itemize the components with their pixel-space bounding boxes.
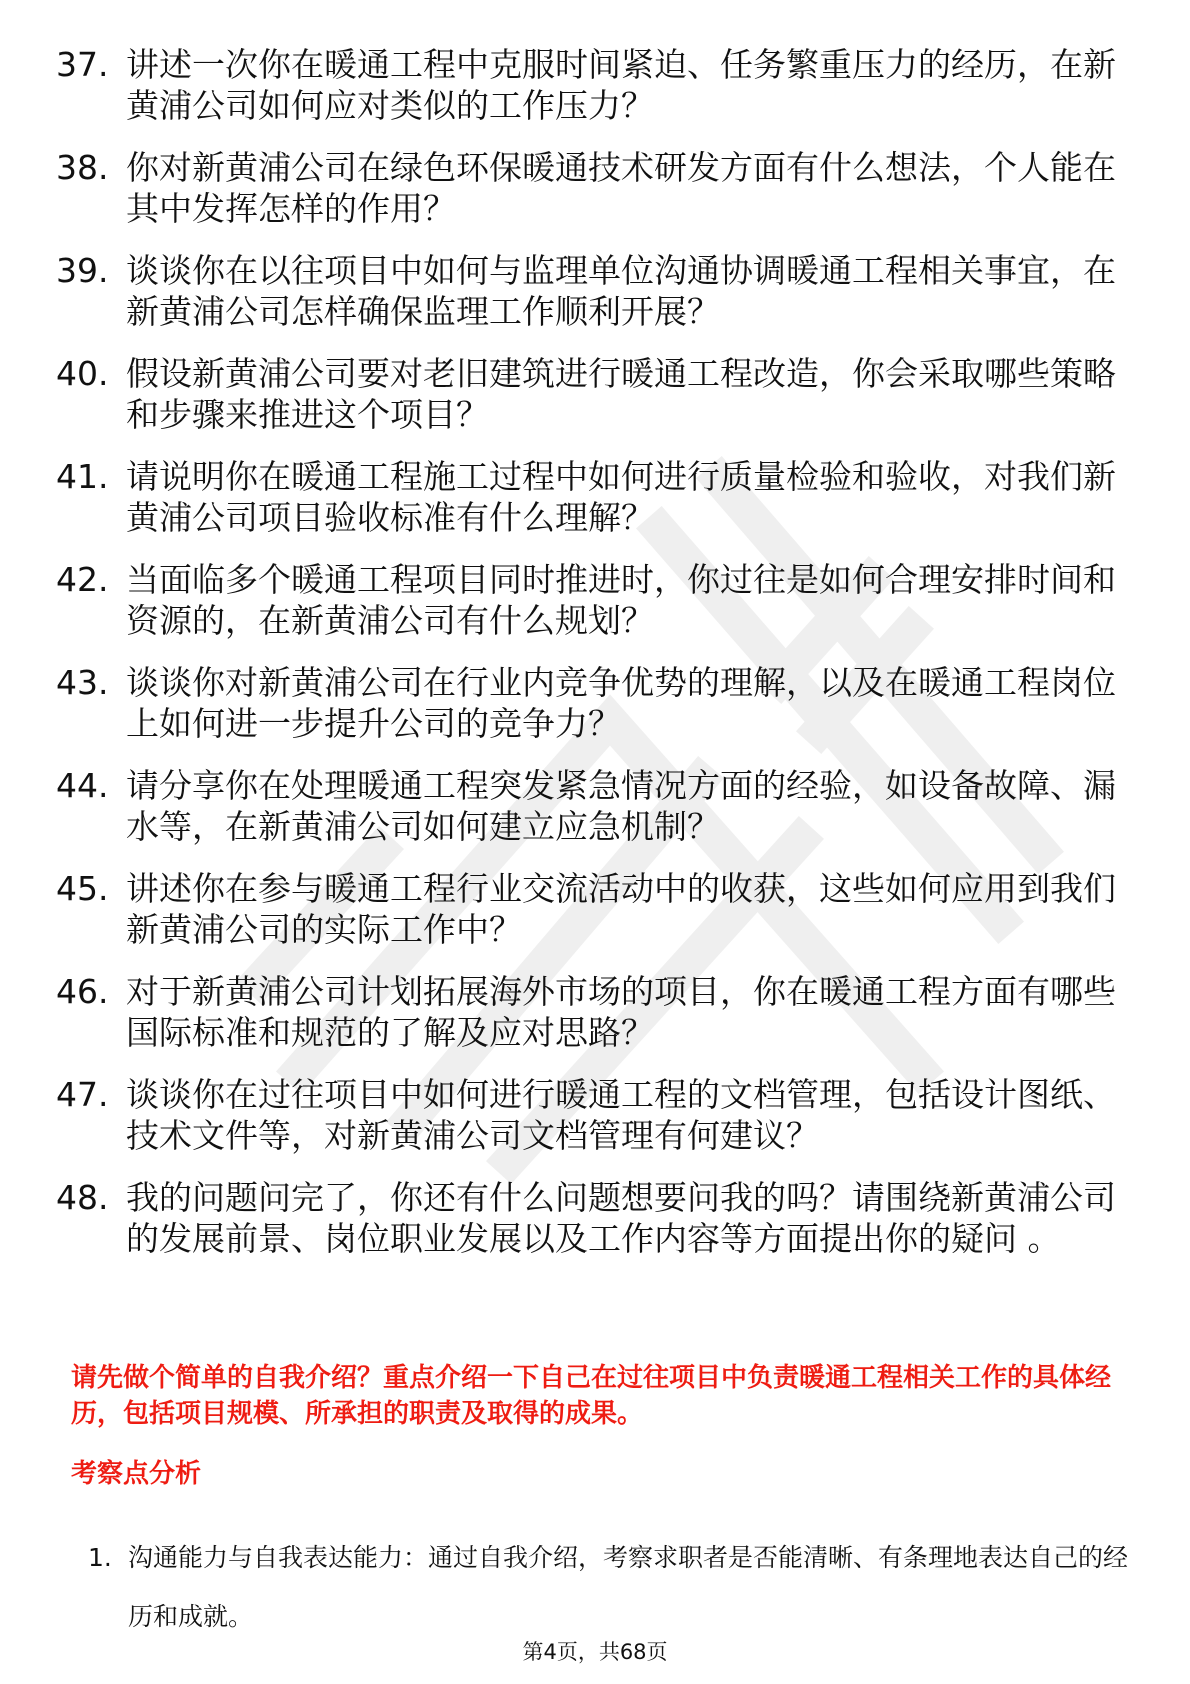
question-text: 讲述一次你在暖通工程中克服时间紧迫、任务繁重压力的经历，在新黄浦公司如何应对类似的工作压力？ [126,45,1116,125]
question-number: 37. [56,45,109,84]
analysis-item [88,1528,1133,1646]
question-item [56,353,1136,435]
question-number: 47. [56,1075,109,1114]
question-item [56,147,1136,229]
question-number: 46. [56,972,109,1011]
question-text: 讲述你在参与暖通工程行业交流活动中的收获，这些如何应用到我们新黄浦公司的实际工作中？ [126,869,1116,949]
question-item [56,765,1136,847]
question-text: 谈谈你在以往项目中如何与监理单位沟通协调暖通工程相关事宜，在新黄浦公司怎样确保监理工作顺利开展？ [126,251,1116,331]
analysis-item-number: 1. [88,1543,112,1572]
question-text: 我的问题问完了，你还有什么问题想要问我的吗？请围绕新黄浦公司的发展前景、岗位职业发展以及工作内容等方面提出你的疑问 。 [126,1178,1116,1258]
question-list [56,44,1136,1280]
question-text: 当面临多个暖通工程项目同时推进时，你过往是如何合理安排时间和资源的，在新黄浦公司有什么规划？ [126,560,1116,640]
question-item [56,971,1136,1053]
question-item [56,868,1136,950]
question-text: 谈谈你对新黄浦公司在行业内竞争优势的理解，以及在暖通工程岗位上如何进一步提升公司的竞争力？ [126,663,1116,743]
analysis-heading: 考察点分析 [71,1459,202,1489]
page-footer: 第4页，共68页 [522,1640,668,1664]
question-item [56,559,1136,641]
question-item [56,250,1136,332]
question-item [56,1177,1136,1259]
question-item [56,456,1136,538]
question-text: 你对新黄浦公司在绿色环保暖通技术研发方面有什么想法，个人能在其中发挥怎样的作用？ [126,148,1116,228]
question-number: 40. [56,354,109,393]
question-item [56,44,1136,126]
question-text: 谈谈你在过往项目中如何进行暖通工程的文档管理，包括设计图纸、技术文件等，对新黄浦公司文档管理有何建议？ [126,1075,1116,1155]
question-number: 41. [56,457,109,496]
question-text: 对于新黄浦公司计划拓展海外市场的项目，你在暖通工程方面有哪些国际标准和规范的了解及应对思路？ [126,972,1116,1052]
question-number: 39. [56,251,109,290]
question-number: 48. [56,1178,109,1217]
question-number: 43. [56,663,109,702]
analysis-item-text: 沟通能力与自我表达能力：通过自我介绍，考察求职者是否能清晰、有条理地表达自己的经历和成就。 [128,1543,1129,1631]
question-text: 请分享你在处理暖通工程突发紧急情况方面的经验，如设备故障、漏水等，在新黄浦公司如何建立应急机制？ [126,766,1116,846]
question-text: 假设新黄浦公司要对老旧建筑进行暖通工程改造，你会采取哪些策略和步骤来推进这个项目？ [126,354,1116,434]
question-number: 44. [56,766,109,805]
analysis-list [88,1528,1133,1646]
question-number: 42. [56,560,109,599]
intro-question: 请先做个简单的自我介绍？重点介绍一下自己在过往项目中负责暖通工程相关工作的具体经历，包括项目规模、所承担的职责及取得的成果。 [71,1363,1112,1429]
question-number: 45. [56,869,109,908]
question-number: 38. [56,148,109,187]
question-item [56,662,1136,744]
question-item [56,1074,1136,1156]
question-text: 请说明你在暖通工程施工过程中如何进行质量检验和验收，对我们新黄浦公司项目验收标准有什么理解？ [126,457,1116,537]
